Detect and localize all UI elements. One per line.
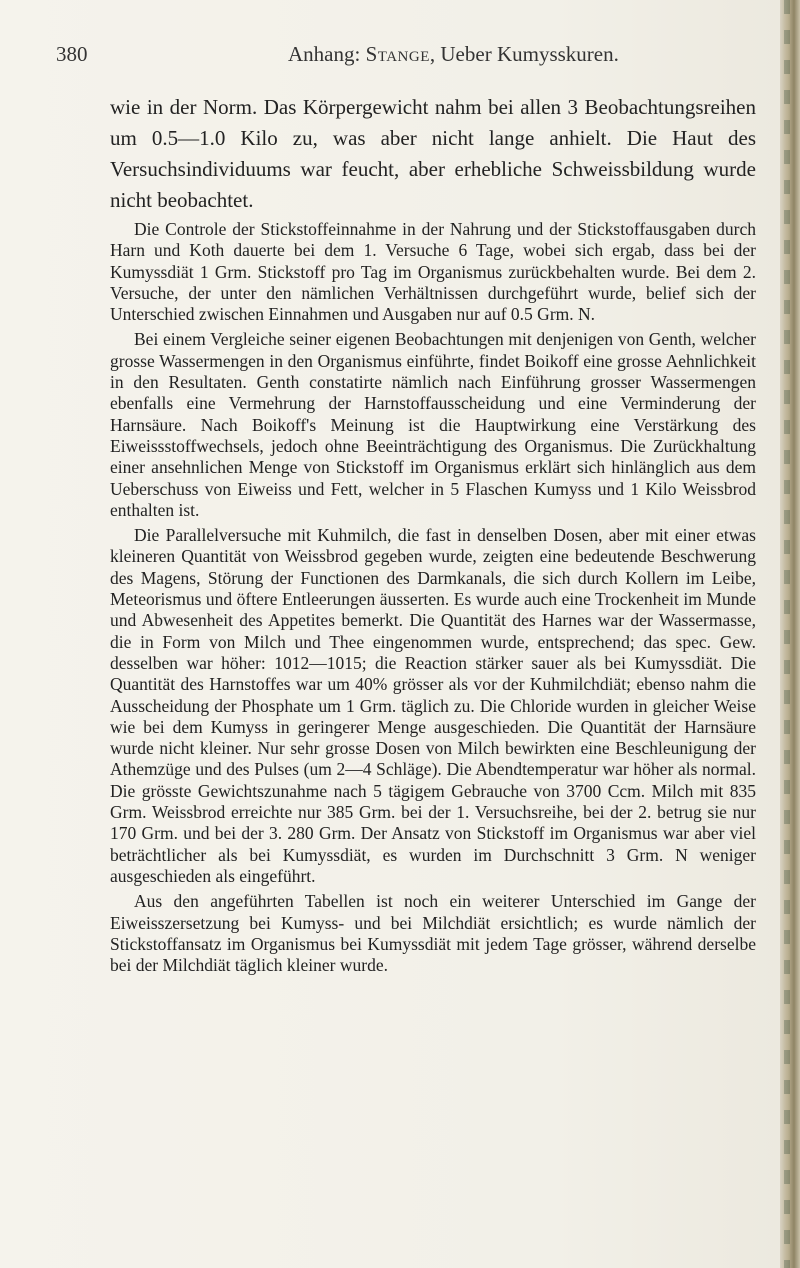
lead-paragraph: wie in der Norm. Das Körpergewicht nahm bei allen 3 Beobachtungsreihen um 0.5—1.0 Kilo zu, was aber nicht lange anhielt. Die Haut des Versuchsindividuums war feucht, aber erhebliche Schweissbildung wurde nicht beobachtet. bbox=[110, 95, 756, 212]
paragraph-protein-decomposition: Aus den angeführten Tabellen ist noch ein weiterer Unterschied im Gange der Eiweisszersetzung bei Kumyss- und bei Milchdiät ersichtlich; es wurde nämlich der Stickstoffansatz im Organismus bei Kumyssdiät mit jedem Tage grösser, während derselbe bei der Milchdiät täglich kleiner wurde. bbox=[110, 891, 756, 976]
page-number: 380 bbox=[56, 42, 88, 66]
paragraph-genth-comparison: Bei einem Vergleiche seiner eigenen Beobachtungen mit denjenigen von Genth, welcher grosse Wassermengen in den Organismus einführte, findet Boikoff eine grosse Aehnlichkeit in den Resultaten. Genth constatirte nämlich nach Einführung grosser Wassermengen ebenfalls eine Vermehrung der Harnstoffausscheidung und eine Verminderung der Harnsäure. Nach Boikoff's Meinung ist die Hauptwirkung eine Verstärkung des Eiweissstoffwechsels, jedoch ohne Beeinträchtigung des Organismus. Die Zurückhaltung einer ansehnlichen Menge von Stickstoff im Organismus erklärt sich hinlänglich aus dem Ueberschuss von Eiweiss und Fett, welcher in 5 Flaschen Kumyss und 1 Kilo Weissbrod enthalten ist. bbox=[110, 329, 756, 520]
paragraph-cow-milk-trials: Die Parallelversuche mit Kuhmilch, die fast in denselben Dosen, aber mit einer etwas kleineren Quantität von Weissbrod gegeben wurde, zeigten eine bedeutende Beschwerung des Magens, Störung der Functionen des Darmkanals, die sich durch Kollern im Leibe, Meteorismus und öftere Entleerungen äusserten. Es wurde auch eine Trockenheit im Munde und Abwesenheit des Appetites bemerkt. Die Quantität des Harnes war der Wassermasse, die in Form von Milch und Thee eingenommen wurde, entsprechend; das spec. Gew. desselben war höher: 1012—1015; die Reaction stärker sauer als bei Kumyssdiät. Die Quantität des Harnstoffes war um 40% grösser als vor der Kuhmilchdiät; ebenso nahm die Ausscheidung der Phosphate um 1 Grm. täglich zu. Die Chloride wurden in gleicher Weise wie bei dem Kumyss in geringerer Menge ausgeschieden. Die Quantität der Harnsäure wurde nicht kleiner. Nur sehr grosse Dosen von Milch bewirkten eine Beschleunigung der Athemzüge und des Pulses (um 2—4 Schläge). Die Abendtemperatur war höher als normal. Die grösste Gewichtszunahme nach 5 tägigem Gebrauche von 3700 Ccm. Milch mit 835 Grm. Weissbrod erreichte nur 385 Grm. bei der 1. Versuchsreihe, bei der 2. betrug sie nur 170 Grm. und bei der 3. 280 Grm. Der Ansatz von Stickstoff im Organismus war aber viel beträchtlicher als bei Kumyssdiät, es wurden im Durchschnitt 3 Grm. N weniger ausgeschieden als eingeführt. bbox=[110, 525, 756, 886]
book-gutter-edge bbox=[780, 0, 800, 1268]
page-body bbox=[110, 92, 756, 976]
paragraph-nitrogen-control: Die Controle der Stickstoffeinnahme in der Nahrung und der Stickstoffausgaben durch Harn und Koth dauerte bei dem 1. Versuche 6 Tage, wobei sich ergab, dass bei der Kumyssdiät 1 Grm. Stickstoff pro Tag im Organismus zurückbehalten wurde. Bei dem 2. Versuche, der unter den nämlichen Verhältnissen durchgeführt wurde, belief sich der Unterschied zwischen Einnahmen und Ausgaben nur auf 0.5 Grm. N. bbox=[110, 219, 756, 325]
running-head-author: Stange bbox=[365, 42, 430, 66]
running-head-suffix: , Ueber Kumysskuren. bbox=[429, 42, 619, 66]
page-header bbox=[56, 42, 756, 72]
running-head bbox=[288, 42, 619, 67]
running-head-prefix: Anhang: bbox=[288, 42, 366, 66]
